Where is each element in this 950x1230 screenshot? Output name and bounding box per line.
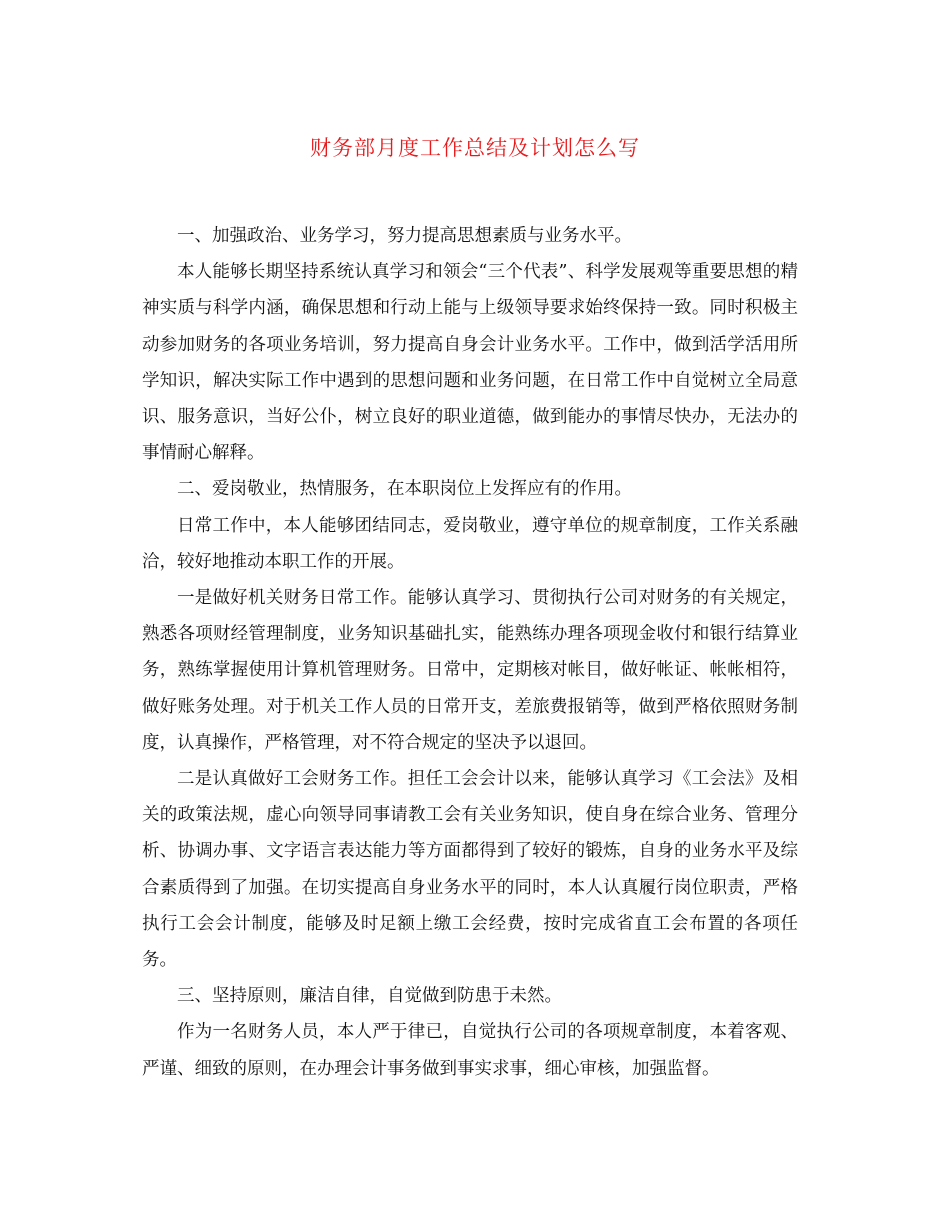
paragraph: 日常工作中，本人能够团结同志，爱岗敬业，遵守单位的规章制度，工作关系融洽，较好地推动本职工作的开展。 [142, 515, 798, 572]
document-body [142, 218, 798, 1087]
paragraph: 作为一名财务人员，本人严于律已，自觉执行公司的各项规章制度，本着客观、严谨、细致的原则，在办理会计事务做到事实求事，细心审核，加强监督。 [142, 1022, 798, 1079]
paragraph: 本人能够长期坚持系统认真学习和领会“三个代表”、科学发展观等重要思想的精神实质与科学内涵，确保思想和行动上能与上级领导要求始终保持一致。同时积极主动参加财务的各项业务培训，努力提高自身会计业务水平。工作中，做到活学活用所学知识，解决实际工作中遇到的思想问题和业务问题，在日常工作中自觉树立全局意识、服务意识，当好公仆，树立良好的职业道德，做到能办的事情尽快办，无法办的事情耐心解释。 [142, 262, 798, 464]
paragraph: 二是认真做好工会财务工作。担任工会会计以来，能够认真学习《工会法》及相关的政策法规，虚心向领导同事请教工会有关业务知识，使自身在综合业务、管理分析、协调办事、文字语言表达能力等方面都得到了较好的锻炼，自身的业务水平及综合素质得到了加强。在切实提高自身业务水平的同时，本人认真履行岗位职责，严格执行工会会计制度，能够及时足额上缴工会经费，按时完成省直工会布置的各项任务。 [142, 769, 798, 971]
heading-section-3: 三、坚持原则，廉洁自律，自觉做到防患于未然。 [177, 986, 562, 1007]
heading-section-2: 二、爱岗敬业，热情服务，在本职岗位上发挥应有的作用。 [177, 479, 632, 500]
document-title: 财务部月度工作总结及计划怎么写 [310, 136, 640, 160]
heading-section-1: 一、加强政治、业务学习，努力提高思想素质与业务水平。 [177, 226, 632, 246]
paragraph: 一是做好机关财务日常工作。能够认真学习、贯彻执行公司对财务的有关规定，熟悉各项财经管理制度，业务知识基础扎实，能熟练办理各项现金收付和银行结算业务，熟练掌握使用计算机管理财务。日常中，定期核对帐目，做好帐证、帐帐相符，做好账务处理。对于机关工作人员的日常开支，差旅费报销等，做到严格依照财务制度，认真操作，严格管理，对不符合规定的坚决予以退回。 [142, 588, 798, 753]
